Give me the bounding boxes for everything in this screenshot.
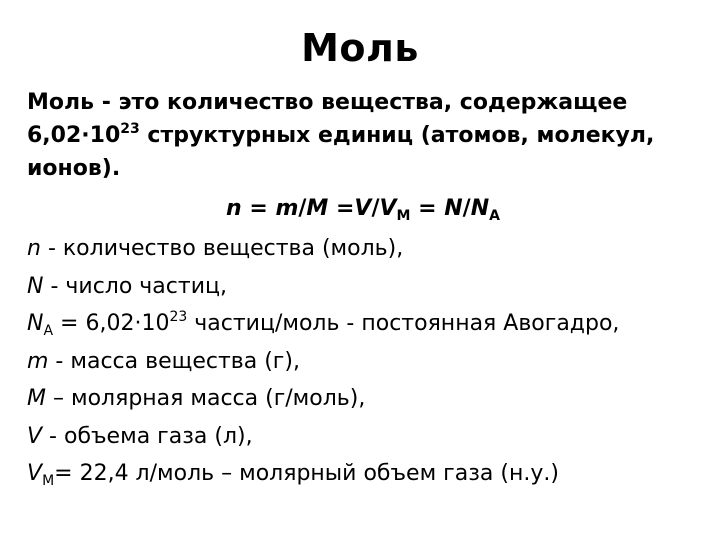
slide-title: Моль: [301, 26, 419, 70]
definition-text: - количество вещества (моль),: [40, 236, 404, 261]
definition-text-pre: = 6,02·10: [53, 311, 170, 336]
symbol: V: [27, 461, 43, 486]
symbol-subscript: A: [43, 323, 54, 339]
formula-eq2: =: [328, 196, 355, 221]
definition-paragraph: [27, 86, 697, 185]
symbol: M: [27, 386, 46, 411]
formula-M: M: [306, 196, 329, 221]
definitions-list: [27, 230, 619, 493]
definition-item-NA: [27, 305, 619, 343]
definition-text: - объема газа (л),: [42, 423, 253, 449]
formula-VM: V: [379, 196, 397, 221]
definition-item-n: [27, 230, 619, 268]
definition-part1: Моль - это количество вещества, содержащее: [27, 90, 628, 115]
formula-VM-sub: M: [396, 208, 411, 224]
symbol: N: [27, 311, 44, 336]
definition-item-M: [27, 380, 619, 418]
formula-NA: N: [470, 196, 490, 221]
definition-item-VM: [27, 455, 619, 493]
formula-NA-sub: A: [489, 208, 500, 224]
formula-slash2: /: [371, 196, 380, 221]
definition-text: частиц/моль - постоянная Авогадро,: [187, 311, 620, 336]
main-formula: [226, 194, 500, 224]
symbol: N: [27, 273, 44, 299]
symbol-subscript: M: [42, 473, 55, 489]
formula-V: V: [354, 196, 372, 221]
formula-slash3: /: [462, 196, 471, 221]
definition-text: – молярная масса (г/моль),: [45, 386, 366, 411]
formula-slash1: /: [298, 196, 307, 221]
definition-part2: структурных единиц (атомов, молекул, ионов).: [27, 123, 655, 181]
avogadro-number-exponent: 23: [120, 121, 140, 137]
formula-N: N: [444, 196, 463, 221]
symbol: m: [27, 348, 49, 374]
symbol: n: [27, 236, 41, 261]
formula-eq3: =: [410, 196, 445, 221]
definition-text: = 22,4 л/моль – молярный объем газа (н.у.): [54, 461, 559, 486]
symbol: V: [27, 423, 43, 449]
definition-item-N: [27, 268, 619, 306]
definition-text: - масса вещества (г),: [48, 348, 300, 374]
formula-eq1: =: [241, 196, 276, 221]
avogadro-number-base: 6,02·10: [27, 123, 121, 148]
formula-n: n: [226, 196, 242, 221]
formula-m: m: [275, 196, 299, 221]
exponent: 23: [169, 309, 188, 325]
definition-item-m: [27, 343, 619, 381]
definition-item-V: [27, 418, 619, 456]
definition-text: - число частиц,: [43, 273, 227, 299]
